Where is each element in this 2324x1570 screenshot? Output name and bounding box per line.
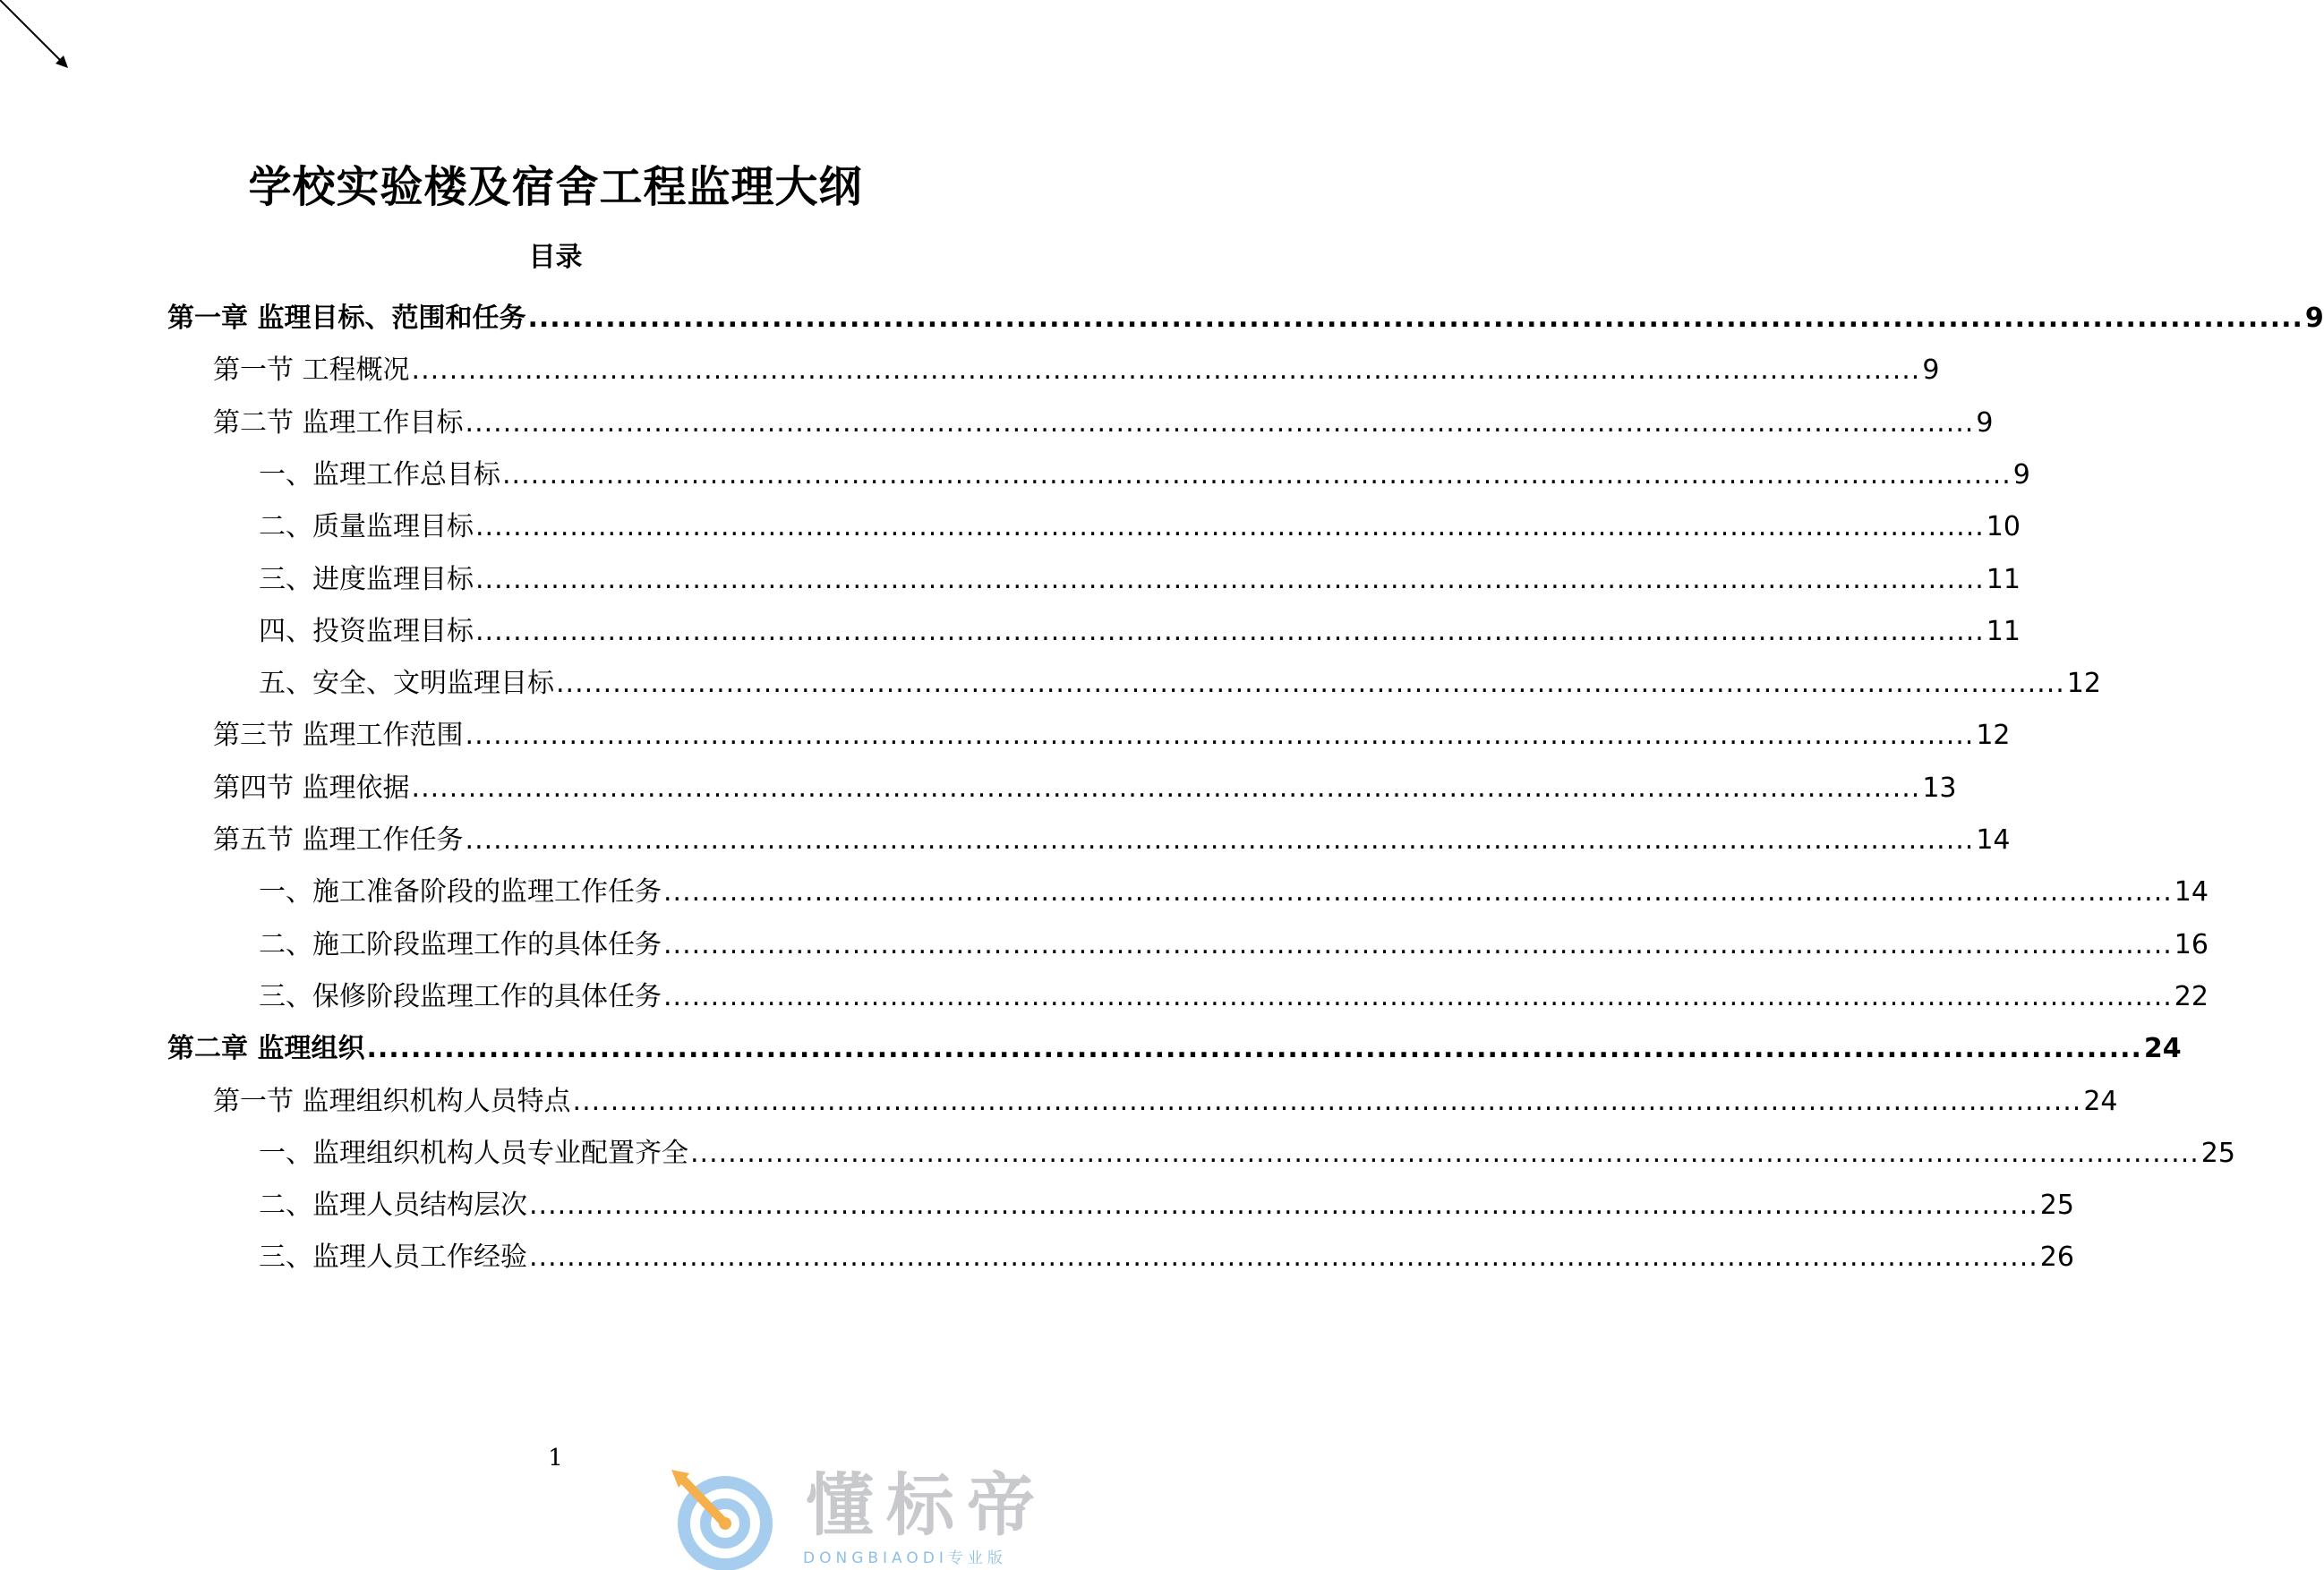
toc-heading: 目录: [528, 242, 583, 273]
toc-dot-leader: ................................................................................................................................................................: [411, 772, 1921, 804]
toc-dot-leader: ................................................................................................................................................................: [572, 1085, 2082, 1117]
toc-entry-label: 第一章 监理目标、范围和任务: [167, 303, 526, 334]
toc-entry-page: 14: [1976, 824, 2011, 856]
toc-entry-page: 9: [1976, 406, 1994, 439]
toc-entry-label: 第一节 监理组织机构人员特点: [213, 1085, 571, 1117]
toc-section-entry[interactable]: [213, 342, 1940, 388]
toc-section-entry[interactable]: [213, 812, 2011, 858]
toc-entry-page: 9: [2304, 303, 2324, 334]
toc-subsection-entry[interactable]: [259, 499, 2021, 545]
toc-subsection-entry[interactable]: [259, 603, 2021, 650]
toc-entry-label: 三、监理人员工作经验: [259, 1241, 527, 1274]
toc-entry-label: 一、监理组织机构人员专业配置齐全: [259, 1137, 688, 1169]
page-number: 1: [548, 1445, 563, 1472]
toc-entry-label: 第二章 监理组织: [167, 1033, 365, 1065]
toc-subsection-entry[interactable]: [259, 447, 2030, 493]
toc-entry-label: 三、保修阶段监理工作的具体任务: [259, 980, 662, 1012]
toc-entry-label: 二、质量监理目标: [259, 511, 474, 543]
toc-section-entry[interactable]: [213, 395, 1994, 441]
toc-dot-leader: ................................................................................................................................................................: [663, 980, 2173, 1012]
toc-entry-page: 25: [2200, 1137, 2235, 1169]
toc-entry-page: 10: [1986, 511, 2021, 543]
toc-dot-leader: ................................................................................................................................................................: [475, 563, 1985, 595]
toc-subsection-entry[interactable]: [259, 1229, 2074, 1276]
toc-dot-leader: ................................................................................................................................................................: [556, 668, 2065, 700]
toc-entry-page: 22: [2174, 980, 2209, 1012]
toc-dot-leader: ................................................................................................................................................................: [663, 876, 2173, 909]
toc-subsection-entry[interactable]: [259, 1177, 2074, 1224]
toc-entry-page: 24: [2143, 1033, 2182, 1065]
toc-entry-label: 第二节 监理工作目标: [213, 406, 464, 439]
toc-entry-page: 24: [2083, 1085, 2118, 1117]
watermark-subtitle: DONGBIAODI专业版: [803, 1549, 1007, 1567]
toc-section-entry[interactable]: [213, 707, 2011, 754]
toc-subsection-entry[interactable]: [259, 864, 2209, 910]
toc-dot-leader: ................................................................................................................................................................: [690, 1137, 2200, 1169]
toc-subsection-entry[interactable]: [259, 1125, 2235, 1172]
toc-entry-label: 第一节 工程概况: [213, 354, 410, 387]
toc-entry-label: 二、施工阶段监理工作的具体任务: [259, 928, 662, 960]
toc-entry-label: 四、投资监理目标: [259, 615, 474, 647]
toc-dot-leader: ................................................................................................................................................................: [465, 824, 1975, 856]
toc-section-entry[interactable]: [213, 1073, 2118, 1120]
toc-dot-leader: ................................................................................................................................................................: [366, 1033, 2142, 1065]
toc-subsection-entry[interactable]: [259, 968, 2209, 1015]
toc-entry-label: 三、进度监理目标: [259, 563, 474, 595]
toc-dot-leader: ................................................................................................................................................................: [527, 303, 2303, 334]
toc-entry-page: 12: [2066, 668, 2101, 700]
toc-entry-label: 一、施工准备阶段的监理工作任务: [259, 876, 662, 909]
toc-entry-label: 一、监理工作总目标: [259, 458, 500, 491]
toc-dot-leader: ................................................................................................................................................................: [502, 458, 2012, 491]
toc-entry-label: 第五节 监理工作任务: [213, 824, 464, 856]
toc-dot-leader: ................................................................................................................................................................: [475, 511, 1985, 543]
toc-subsection-entry[interactable]: [259, 917, 2209, 963]
toc-entry-page: 26: [2039, 1241, 2074, 1274]
toc-dot-leader: ................................................................................................................................................................: [465, 720, 1975, 752]
corner-arrow-mark: [0, 0, 72, 72]
toc-entry-page: 14: [2174, 876, 2209, 909]
toc-entry-page: 9: [1922, 354, 1940, 387]
toc-dot-leader: ................................................................................................................................................................: [529, 1190, 2038, 1222]
toc-entry-label: 第三节 监理工作范围: [213, 720, 464, 752]
toc-entry-page: 25: [2039, 1190, 2074, 1222]
toc-entry-page: 16: [2174, 928, 2209, 960]
toc-entry-label: 二、监理人员结构层次: [259, 1190, 527, 1222]
toc-entry-label: 五、安全、文明监理目标: [259, 668, 554, 700]
toc-entry-label: 第四节 监理依据: [213, 772, 410, 804]
toc-dot-leader: ................................................................................................................................................................: [475, 615, 1985, 647]
toc-subsection-entry[interactable]: [259, 551, 2021, 598]
toc-section-entry[interactable]: [213, 760, 1957, 806]
toc-entry-page: 11: [1986, 563, 2021, 595]
toc-chapter-entry[interactable]: [167, 290, 2324, 337]
toc-entry-page: 11: [1986, 615, 2021, 647]
toc-entry-page: 9: [2012, 458, 2030, 491]
toc-dot-leader: ................................................................................................................................................................: [411, 354, 1921, 387]
document-title: 学校实验楼及宿舍工程监理大纲: [248, 162, 863, 212]
toc-dot-leader: ................................................................................................................................................................: [529, 1241, 2038, 1274]
watermark-brand: 懂标帝: [806, 1465, 1047, 1545]
watermark: [662, 1464, 1111, 1570]
target-logo-icon: [662, 1464, 779, 1570]
toc-entry-page: 13: [1922, 772, 1957, 804]
toc-subsection-entry[interactable]: [259, 655, 2101, 702]
toc-entry-page: 12: [1976, 720, 2011, 752]
toc-chapter-entry[interactable]: [167, 1020, 2182, 1067]
toc-dot-leader: ................................................................................................................................................................: [663, 928, 2173, 960]
toc-dot-leader: ................................................................................................................................................................: [465, 406, 1975, 439]
